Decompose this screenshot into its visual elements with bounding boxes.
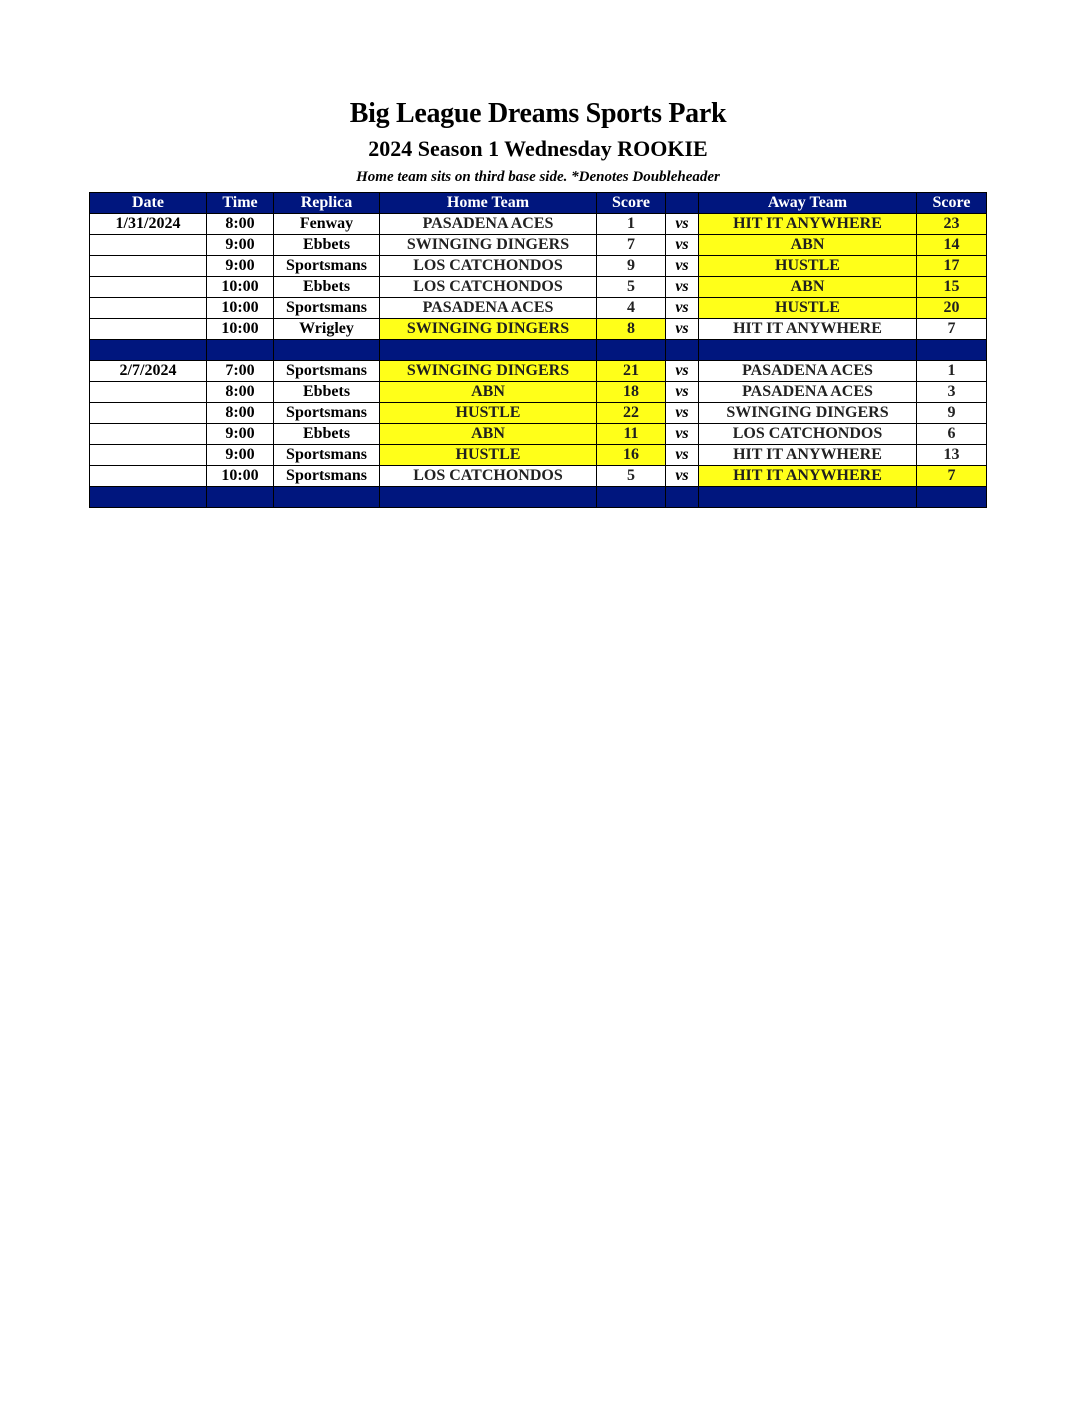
table-row [90,403,987,424]
home-team: LOS CATCHONDOS [380,277,597,298]
game-date: 1/31/2024 [90,214,207,235]
game-date [90,403,207,424]
column-header-replica: Replica [274,193,380,214]
away-team: HIT IT ANYWHERE [699,445,917,466]
away-team: HIT IT ANYWHERE [699,319,917,340]
vs-label: vs [666,319,699,340]
home-team: HUSTLE [380,403,597,424]
vs-label: vs [666,403,699,424]
away-team: HIT IT ANYWHERE [699,466,917,487]
game-date [90,256,207,277]
away-score: 6 [917,424,987,445]
column-header-vs [666,193,699,214]
home-team: ABN [380,424,597,445]
home-score: 16 [597,445,666,466]
game-time: 9:00 [207,256,274,277]
home-team: PASADENA ACES [380,298,597,319]
column-header-date: Date [90,193,207,214]
game-replica: Sportsmans [274,256,380,277]
game-replica: Wrigley [274,319,380,340]
table-row [90,361,987,382]
game-replica: Sportsmans [274,466,380,487]
column-header-away-team: Away Team [699,193,917,214]
game-replica: Ebbets [274,235,380,256]
away-score: 17 [917,256,987,277]
table-row [90,298,987,319]
vs-label: vs [666,361,699,382]
home-team: SWINGING DINGERS [380,319,597,340]
table-row [90,319,987,340]
home-score: 1 [597,214,666,235]
game-date [90,235,207,256]
home-score: 11 [597,424,666,445]
week-separator-row [90,487,987,508]
game-replica: Sportsmans [274,445,380,466]
vs-label: vs [666,277,699,298]
home-team: HUSTLE [380,445,597,466]
vs-label: vs [666,256,699,277]
away-score: 3 [917,382,987,403]
game-date [90,298,207,319]
away-score: 13 [917,445,987,466]
away-score: 1 [917,361,987,382]
game-replica: Sportsmans [274,361,380,382]
away-score: 14 [917,235,987,256]
away-team: ABN [699,235,917,256]
schedule-note: Home team sits on third base side. *Denotes Doubleheader [356,169,720,185]
home-score: 5 [597,466,666,487]
game-replica: Ebbets [274,424,380,445]
game-date [90,424,207,445]
home-team: ABN [380,382,597,403]
home-score: 22 [597,403,666,424]
table-header-row [90,193,987,214]
column-header-home-score: Score [597,193,666,214]
table-row [90,424,987,445]
vs-label: vs [666,424,699,445]
page-title: Big League Dreams Sports Park [349,98,727,129]
table-row [90,466,987,487]
game-time: 10:00 [207,319,274,340]
week-separator-row [90,340,987,361]
away-score: 15 [917,277,987,298]
table-row [90,445,987,466]
game-time: 8:00 [207,214,274,235]
vs-label: vs [666,445,699,466]
column-header-home-team: Home Team [380,193,597,214]
table-row [90,277,987,298]
game-date [90,319,207,340]
away-score: 9 [917,403,987,424]
home-score: 7 [597,235,666,256]
away-score: 7 [917,466,987,487]
game-replica: Ebbets [274,277,380,298]
game-time: 8:00 [207,403,274,424]
game-time: 9:00 [207,235,274,256]
game-replica: Fenway [274,214,380,235]
column-header-time: Time [207,193,274,214]
home-team: LOS CATCHONDOS [380,256,597,277]
column-header-away-score: Score [917,193,987,214]
away-team: HUSTLE [699,256,917,277]
away-score: 7 [917,319,987,340]
away-team: PASADENA ACES [699,361,917,382]
home-team: LOS CATCHONDOS [380,466,597,487]
page-subtitle: 2024 Season 1 Wednesday ROOKIE [368,136,708,161]
game-time: 10:00 [207,298,274,319]
vs-label: vs [666,214,699,235]
table-row [90,214,987,235]
game-replica: Ebbets [274,382,380,403]
game-time: 9:00 [207,424,274,445]
game-date [90,445,207,466]
vs-label: vs [666,466,699,487]
game-replica: Sportsmans [274,298,380,319]
vs-label: vs [666,298,699,319]
home-score: 4 [597,298,666,319]
game-date [90,466,207,487]
home-team: PASADENA ACES [380,214,597,235]
away-team: HIT IT ANYWHERE [699,214,917,235]
home-team: SWINGING DINGERS [380,235,597,256]
table-row [90,382,987,403]
home-score: 21 [597,361,666,382]
away-team: HUSTLE [699,298,917,319]
away-team: LOS CATCHONDOS [699,424,917,445]
home-score: 5 [597,277,666,298]
game-time: 9:00 [207,445,274,466]
home-team: SWINGING DINGERS [380,361,597,382]
home-score: 9 [597,256,666,277]
away-team: PASADENA ACES [699,382,917,403]
table-row [90,235,987,256]
game-replica: Sportsmans [274,403,380,424]
game-date [90,382,207,403]
away-team: SWINGING DINGERS [699,403,917,424]
game-time: 10:00 [207,277,274,298]
table-row [90,256,987,277]
away-team: ABN [699,277,917,298]
game-time: 10:00 [207,466,274,487]
away-score: 23 [917,214,987,235]
game-date [90,277,207,298]
home-score: 18 [597,382,666,403]
schedule-table [89,192,987,508]
vs-label: vs [666,382,699,403]
game-time: 8:00 [207,382,274,403]
game-date: 2/7/2024 [90,361,207,382]
away-score: 20 [917,298,987,319]
home-score: 8 [597,319,666,340]
vs-label: vs [666,235,699,256]
game-time: 7:00 [207,361,274,382]
